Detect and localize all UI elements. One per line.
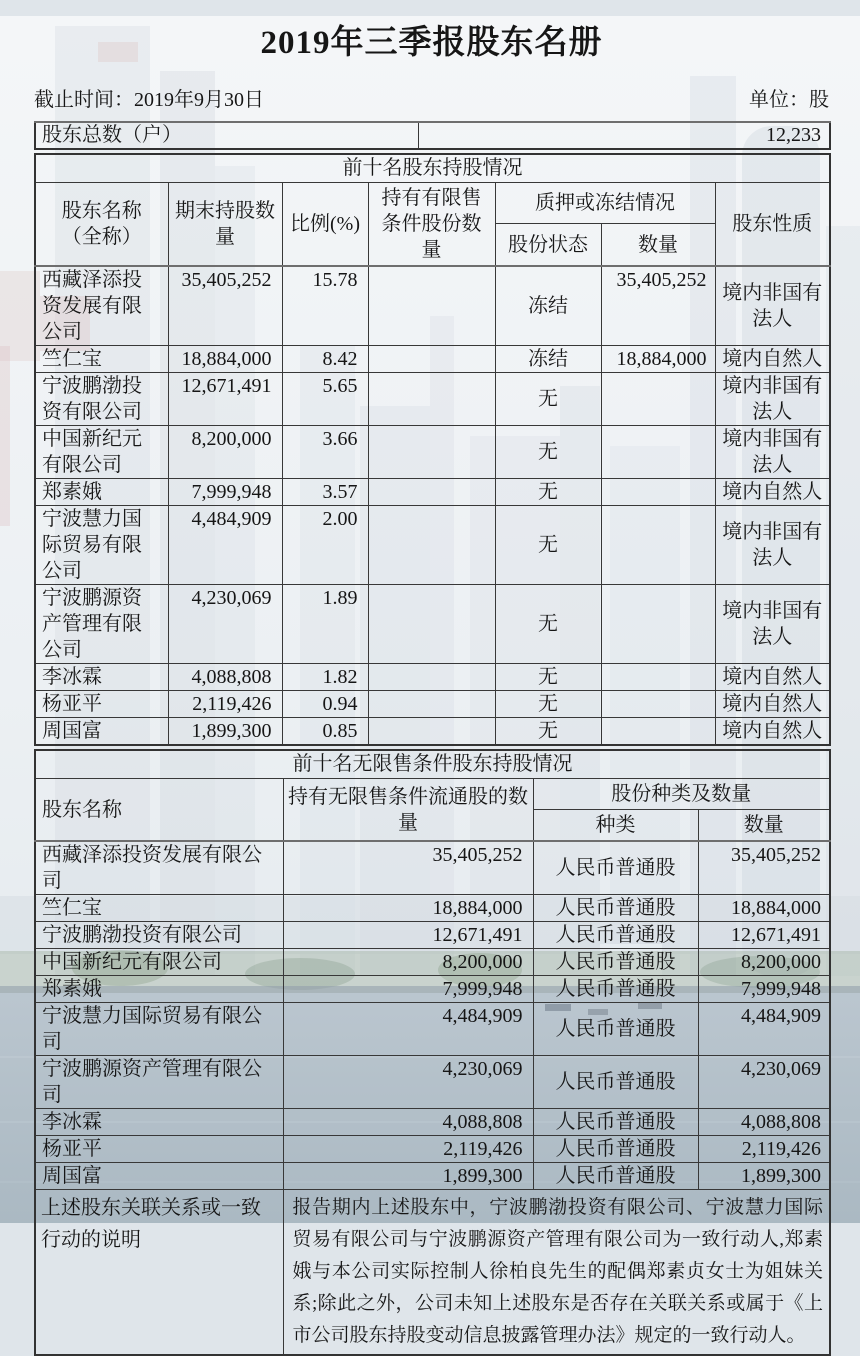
unrestricted-section-row bbox=[35, 750, 830, 779]
col-header-ratio: 比例(%) bbox=[282, 183, 368, 267]
cell-qty bbox=[601, 585, 715, 664]
cell-qty bbox=[601, 426, 715, 479]
col-header-share-qty: 数量 bbox=[698, 810, 830, 842]
shareholder-total-table bbox=[34, 121, 831, 150]
table-row bbox=[35, 895, 830, 922]
table-row bbox=[35, 585, 830, 664]
cell-restricted bbox=[368, 266, 495, 346]
cell-shares: 12,671,491 bbox=[283, 922, 533, 949]
cell-name: 宁波鹏源资产管理有限公司 bbox=[35, 1056, 283, 1109]
cell-shares: 8,200,000 bbox=[168, 426, 282, 479]
cell-type: 人民币普通股 bbox=[533, 1056, 698, 1109]
cell-nature: 境内非国有法人 bbox=[715, 506, 830, 585]
cell-name: 宁波慧力国际贸易有限公司 bbox=[35, 506, 168, 585]
cell-status: 无 bbox=[495, 506, 601, 585]
cell-shares: 2,119,426 bbox=[168, 691, 282, 718]
cell-status: 无 bbox=[495, 718, 601, 746]
table-row bbox=[35, 949, 830, 976]
cell-nature: 境内非国有法人 bbox=[715, 266, 830, 346]
unit-label: 单位：股 bbox=[749, 89, 829, 111]
table-row bbox=[35, 479, 830, 506]
cell-type: 人民币普通股 bbox=[533, 976, 698, 1003]
cell-qty: 12,671,491 bbox=[698, 922, 830, 949]
relationship-note-text: 报告期内上述股东中，宁波鹏渤投资有限公司、宁波慧力国际贸易有限公司与宁波鹏源资产管理有限公司为一致行动人,郑素娥与本公司实际控制人徐柏良先生的配偶郑素贞女士为姐妹关系;除此之外，公司未知上述股东是否存在关联关系或属于《上市公司股东持股变动信息披露管理办法》规定的一致行动人。 bbox=[283, 1190, 830, 1356]
cell-type: 人民币普通股 bbox=[533, 922, 698, 949]
cell-restricted bbox=[368, 426, 495, 479]
cell-shares: 4,230,069 bbox=[283, 1056, 533, 1109]
table-row bbox=[35, 664, 830, 691]
top10-rows bbox=[35, 266, 830, 745]
table-row bbox=[35, 373, 830, 426]
cell-nature: 境内非国有法人 bbox=[715, 585, 830, 664]
cell-status: 无 bbox=[495, 691, 601, 718]
cell-qty: 4,484,909 bbox=[698, 1003, 830, 1056]
cell-qty: 18,884,000 bbox=[601, 346, 715, 373]
unrestricted-section-title: 前十名无限售条件股东持股情况 bbox=[35, 750, 830, 779]
cell-qty bbox=[601, 479, 715, 506]
cell-status: 无 bbox=[495, 664, 601, 691]
top10-header-row-1 bbox=[35, 183, 830, 224]
cell-name: 杨亚平 bbox=[35, 691, 168, 718]
table-row bbox=[35, 346, 830, 373]
cell-nature: 境内自然人 bbox=[715, 664, 830, 691]
cell-ratio: 3.66 bbox=[282, 426, 368, 479]
cell-qty bbox=[601, 718, 715, 746]
cell-nature: 境内非国有法人 bbox=[715, 373, 830, 426]
cell-shares: 35,405,252 bbox=[283, 841, 533, 895]
col-header-name-line1: 股东名称 bbox=[61, 200, 142, 222]
cell-name: 宁波慧力国际贸易有限公司 bbox=[35, 1003, 283, 1056]
cell-qty: 4,088,808 bbox=[698, 1109, 830, 1136]
cell-qty bbox=[601, 664, 715, 691]
cell-nature: 境内非国有法人 bbox=[715, 426, 830, 479]
col-header-shareholder-nature: 股东性质 bbox=[715, 183, 830, 267]
cutoff-date-label: 截止时间：2019年9月30日 bbox=[34, 89, 264, 111]
cell-shares: 7,999,948 bbox=[168, 479, 282, 506]
cell-qty bbox=[601, 506, 715, 585]
cell-shares: 2,119,426 bbox=[283, 1136, 533, 1163]
table-row bbox=[35, 922, 830, 949]
cell-restricted bbox=[368, 506, 495, 585]
cell-qty: 18,884,000 bbox=[698, 895, 830, 922]
cell-shares: 35,405,252 bbox=[168, 266, 282, 346]
cell-nature: 境内自然人 bbox=[715, 346, 830, 373]
top10-section-title: 前十名股东持股情况 bbox=[35, 154, 830, 183]
cell-name: 竺仁宝 bbox=[35, 346, 168, 373]
cell-status: 无 bbox=[495, 585, 601, 664]
table-row bbox=[35, 976, 830, 1003]
cell-ratio: 0.94 bbox=[282, 691, 368, 718]
col-header-share-type: 种类 bbox=[533, 810, 698, 842]
cell-status: 冻结 bbox=[495, 266, 601, 346]
col-header-pledge-qty: 数量 bbox=[601, 224, 715, 266]
cell-ratio: 5.65 bbox=[282, 373, 368, 426]
cell-type: 人民币普通股 bbox=[533, 1109, 698, 1136]
col-header-restricted-shares: 持有有限售条件股份数量 bbox=[368, 183, 495, 267]
col-header-name-line2: （全称） bbox=[61, 226, 142, 248]
document-page bbox=[0, 16, 860, 1346]
cell-status: 无 bbox=[495, 426, 601, 479]
table-row bbox=[35, 1003, 830, 1056]
cell-ratio: 0.85 bbox=[282, 718, 368, 746]
cell-restricted bbox=[368, 664, 495, 691]
table-row bbox=[35, 1109, 830, 1136]
page-title: 2019年三季报股东名册 bbox=[260, 25, 603, 61]
total-holders-label: 股东总数（户） bbox=[35, 122, 418, 149]
cell-name: 周国富 bbox=[35, 1163, 283, 1190]
cell-nature: 境内自然人 bbox=[715, 479, 830, 506]
unrestricted-header-row-1 bbox=[35, 779, 830, 810]
cell-name: 宁波鹏渤投资有限公司 bbox=[35, 373, 168, 426]
cell-type: 人民币普通股 bbox=[533, 841, 698, 895]
unrestricted-rows bbox=[35, 841, 830, 1190]
cell-name: 杨亚平 bbox=[35, 1136, 283, 1163]
cell-qty: 4,230,069 bbox=[698, 1056, 830, 1109]
cell-shares: 1,899,300 bbox=[283, 1163, 533, 1190]
cell-qty: 35,405,252 bbox=[601, 266, 715, 346]
cell-type: 人民币普通股 bbox=[533, 1136, 698, 1163]
cell-ratio: 3.57 bbox=[282, 479, 368, 506]
cell-shares: 4,484,909 bbox=[168, 506, 282, 585]
cell-status: 冻结 bbox=[495, 346, 601, 373]
cell-shares: 4,088,808 bbox=[168, 664, 282, 691]
relationship-note-label: 上述股东关联关系或一致行动的说明 bbox=[35, 1190, 283, 1356]
cell-restricted bbox=[368, 585, 495, 664]
table-row bbox=[35, 266, 830, 346]
cell-name: 竺仁宝 bbox=[35, 895, 283, 922]
cell-shares: 8,200,000 bbox=[283, 949, 533, 976]
cell-shares: 1,899,300 bbox=[168, 718, 282, 746]
cell-qty: 1,899,300 bbox=[698, 1163, 830, 1190]
cell-shares: 4,230,069 bbox=[168, 585, 282, 664]
cell-restricted bbox=[368, 479, 495, 506]
table-row bbox=[35, 691, 830, 718]
cell-restricted bbox=[368, 691, 495, 718]
meta-row bbox=[34, 87, 829, 114]
cell-name: 郑素娥 bbox=[35, 479, 168, 506]
col-header-unrestricted-name: 股东名称 bbox=[35, 779, 283, 842]
cell-qty bbox=[601, 691, 715, 718]
cell-name: 李冰霖 bbox=[35, 1109, 283, 1136]
cell-qty bbox=[601, 373, 715, 426]
cell-nature: 境内自然人 bbox=[715, 691, 830, 718]
col-header-period-end-shares: 期末持股数量 bbox=[168, 183, 282, 267]
cell-ratio: 1.89 bbox=[282, 585, 368, 664]
top10-section-row bbox=[35, 154, 830, 183]
cell-type: 人民币普通股 bbox=[533, 1163, 698, 1190]
cell-name: 中国新纪元有限公司 bbox=[35, 949, 283, 976]
cell-shares: 18,884,000 bbox=[168, 346, 282, 373]
cell-restricted bbox=[368, 346, 495, 373]
cell-shares: 18,884,000 bbox=[283, 895, 533, 922]
cell-status: 无 bbox=[495, 479, 601, 506]
cell-name: 中国新纪元有限公司 bbox=[35, 426, 168, 479]
cell-qty: 35,405,252 bbox=[698, 841, 830, 895]
cell-shares: 12,671,491 bbox=[168, 373, 282, 426]
cell-status: 无 bbox=[495, 373, 601, 426]
table-row bbox=[35, 506, 830, 585]
unrestricted-shareholders-table bbox=[34, 749, 831, 1356]
cell-nature: 境内自然人 bbox=[715, 718, 830, 746]
table-row bbox=[35, 1136, 830, 1163]
col-header-shareholder-name bbox=[35, 183, 168, 267]
col-header-pledge-group: 质押或冻结情况 bbox=[495, 183, 715, 224]
cell-name: 西藏泽添投资发展有限公司 bbox=[35, 266, 168, 346]
cell-type: 人民币普通股 bbox=[533, 949, 698, 976]
cell-name: 宁波鹏源资产管理有限公司 bbox=[35, 585, 168, 664]
col-header-share-type-group: 股份种类及数量 bbox=[533, 779, 830, 810]
cell-shares: 7,999,948 bbox=[283, 976, 533, 1003]
document-content bbox=[0, 16, 860, 1356]
cell-restricted bbox=[368, 373, 495, 426]
cell-qty: 7,999,948 bbox=[698, 976, 830, 1003]
cell-ratio: 2.00 bbox=[282, 506, 368, 585]
total-holders-row bbox=[35, 122, 830, 149]
cell-ratio: 8.42 bbox=[282, 346, 368, 373]
cell-type: 人民币普通股 bbox=[533, 895, 698, 922]
cell-type: 人民币普通股 bbox=[533, 1003, 698, 1056]
table-row bbox=[35, 841, 830, 895]
cell-ratio: 15.78 bbox=[282, 266, 368, 346]
cell-restricted bbox=[368, 718, 495, 746]
cell-name: 郑素娥 bbox=[35, 976, 283, 1003]
total-holders-value: 12,233 bbox=[418, 122, 830, 149]
table-row bbox=[35, 1056, 830, 1109]
col-header-unrestricted-shares: 持有无限售条件流通股的数量 bbox=[283, 779, 533, 842]
table-row bbox=[35, 426, 830, 479]
relationship-note-row bbox=[35, 1190, 830, 1356]
cell-name: 西藏泽添投资发展有限公司 bbox=[35, 841, 283, 895]
cell-name: 宁波鹏渤投资有限公司 bbox=[35, 922, 283, 949]
cell-name: 李冰霖 bbox=[35, 664, 168, 691]
table-row bbox=[35, 718, 830, 746]
cell-shares: 4,484,909 bbox=[283, 1003, 533, 1056]
table-row bbox=[35, 1163, 830, 1190]
top10-shareholders-table bbox=[34, 153, 831, 746]
cell-qty: 2,119,426 bbox=[698, 1136, 830, 1163]
cell-name: 周国富 bbox=[35, 718, 168, 746]
cell-qty: 8,200,000 bbox=[698, 949, 830, 976]
cell-shares: 4,088,808 bbox=[283, 1109, 533, 1136]
col-header-pledge-status: 股份状态 bbox=[495, 224, 601, 266]
cell-ratio: 1.82 bbox=[282, 664, 368, 691]
